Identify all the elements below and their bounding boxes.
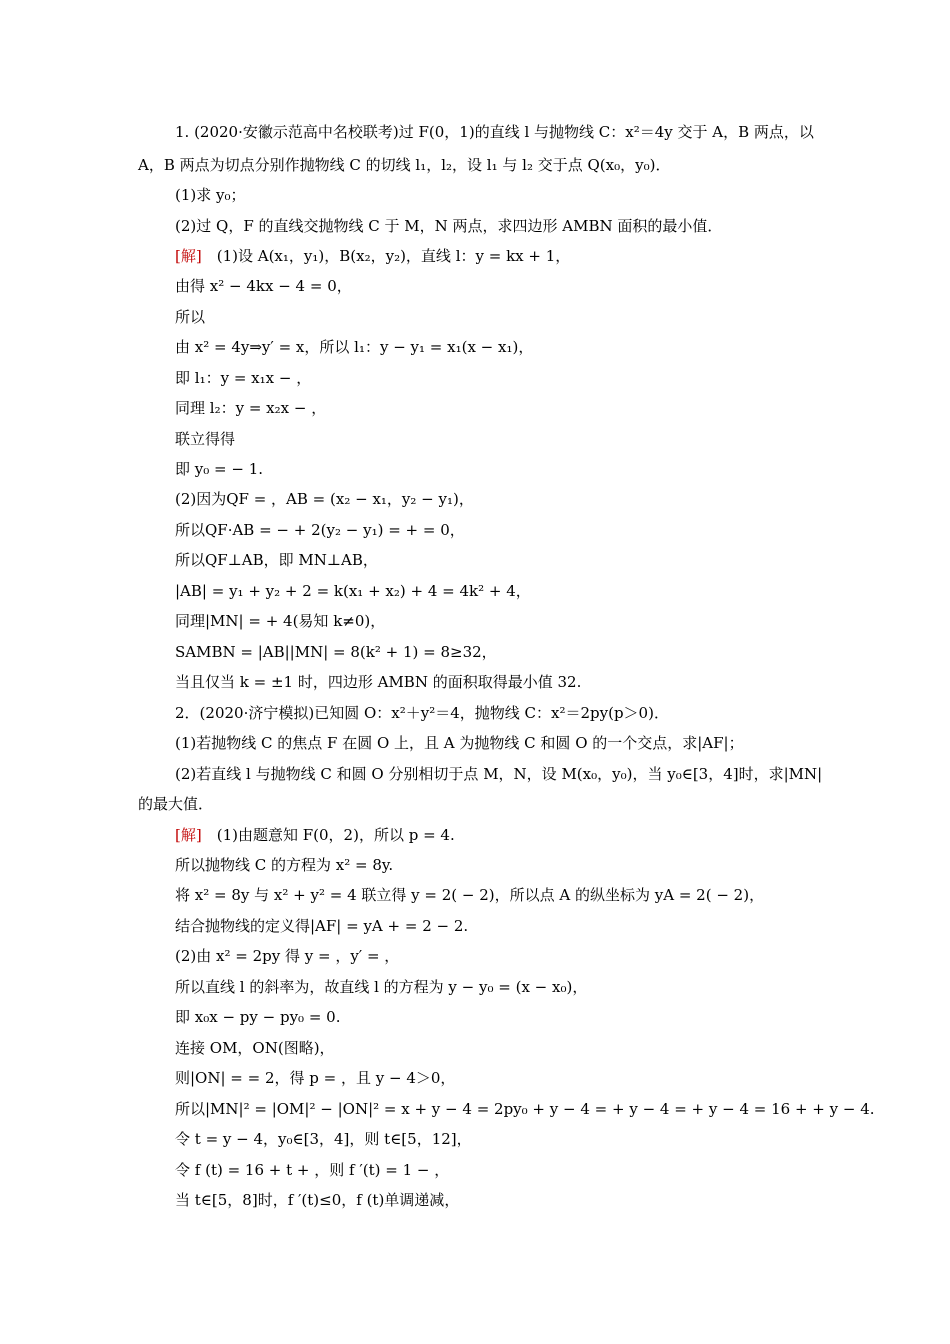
- solution-2-line-12: 令 f (t) = 16 + t + ，则 f ′(t) = 1 − ，: [175, 1161, 450, 1179]
- solution-1-line-9: (2)因为QF = ，AB = (x₂ − x₁，y₂ − y₁)，: [175, 490, 474, 508]
- solution-2-line-1: [175, 825, 455, 845]
- solution-2-line-13: 当 t∈[5，8]时，f ′(t)≤0，f (t)单调递减，: [175, 1191, 460, 1209]
- solution-1-line-14: SAMBN = |AB||MN| = 8(k² + 1) = 8≥32，: [175, 643, 497, 661]
- solution-2-line-9: 则|ON| = = 2，得 p = ，且 y − 4＞0，: [175, 1069, 456, 1087]
- solution-2-line-3: 将 x² = 8y 与 x² + y² = 4 联立得 y = 2( − 2)，所以点 A 的纵坐标为 yA = 2( − 2)，: [175, 886, 765, 904]
- solution-2-line-1-text: (1)由题意知 F(0，2)，所以 p = 4.: [216, 826, 455, 844]
- solution-1-line-1-text: (1)设 A(x₁，y₁)，B(x₂，y₂)，直线 l：y = kx + 1，: [216, 247, 571, 265]
- solution-2-line-8: 连接 OM，ON(图略)，: [175, 1039, 335, 1057]
- solution-marker: [解]: [175, 826, 202, 844]
- solution-1-line-12: |AB| = y₁ + y₂ + 2 = k(x₁ + x₂) + 4 = 4k² + 4，: [175, 582, 531, 600]
- solution-2-line-7: 即 x₀x − py − py₀ = 0.: [175, 1008, 341, 1026]
- solution-1-line-8: 即 y₀ = − 1.: [175, 460, 264, 478]
- problem-1-part-2: (2)过 Q，F 的直线交抛物线 C 于 M，N 两点，求四边形 AMBN 面积的最小值．: [175, 217, 723, 235]
- solution-1-line-1: [175, 246, 570, 266]
- solution-marker: [解]: [175, 247, 202, 265]
- solution-1-line-15: 当且仅当 k = ±1 时，四边形 AMBN 的面积取得最小值 32.: [175, 673, 582, 691]
- solution-1-line-3: 所以: [175, 308, 206, 326]
- problem-2-part-1: (1)若抛物线 C 的焦点 F 在圆 O 上，且 A 为抛物线 C 和圆 O 的一个交点，求|AF|；: [175, 734, 744, 752]
- problem-2-text-line-1: 2．(2020·济宁模拟)已知圆 O：x²＋y²＝4，抛物线 C：x²＝2py(p＞0)．: [175, 704, 669, 722]
- solution-2-line-5: (2)由 x² = 2py 得 y = ，y′ = ，: [175, 947, 400, 965]
- problem-1-text-line-1: 1. (2020·安徽示范高中名校联考)过 F(0，1)的直线 l 与抛物线 C：x²＝4y 交于 A，B 两点，以: [175, 123, 814, 141]
- solution-2-line-2: 所以抛物线 C 的方程为 x² = 8y.: [175, 856, 394, 874]
- solution-1-line-6: 同理 l₂：y = x₂x − ，: [175, 399, 327, 417]
- solution-1-line-2: 由得 x² − 4kx − 4 = 0，: [175, 277, 352, 295]
- solution-2-line-6: 所以直线 l 的斜率为，故直线 l 的方程为 y − y₀ = (x − x₀)，: [175, 978, 588, 996]
- problem-2-part-2-line-2: 的最大值．: [138, 795, 214, 813]
- solution-2-line-4: 结合抛物线的定义得|AF| = yA + = 2 − 2.: [175, 917, 469, 935]
- solution-1-line-5: 即 l₁：y = x₁x − ，: [175, 369, 312, 387]
- solution-1-line-13: 同理|MN| = + 4(易知 k≠0)，: [175, 612, 386, 630]
- solution-2-line-10: 所以|MN|² = |OM|² − |ON|² = x + y − 4 = 2py₀ + y − 4 = + y − 4 = + y − 4 = 16 + + y − 4.: [175, 1100, 875, 1118]
- solution-1-line-7: 联立得得: [175, 430, 236, 448]
- solution-1-line-11: 所以QF⊥AB，即 MN⊥AB，: [175, 551, 378, 569]
- problem-2-part-2-line-1: (2)若直线 l 与抛物线 C 和圆 O 分别相切于点 M，N，设 M(x₀，y₀)，当 y₀∈[3，4]时，求|MN|: [175, 765, 823, 783]
- problem-1-text-line-2: A，B 两点为切点分别作抛物线 C 的切线 l₁，l₂，设 l₁ 与 l₂ 交于点 Q(x₀，y₀)．: [138, 156, 671, 174]
- solution-2-line-11: 令 t = y − 4，y₀∈[3，4]，则 t∈[5，12]，: [175, 1130, 472, 1148]
- problem-1-part-1: (1)求 y₀；: [175, 186, 246, 204]
- solution-1-line-4: 由 x² = 4y⇒y′ = x，所以 l₁：y − y₁ = x₁(x − x₁)，: [175, 338, 534, 356]
- solution-1-line-10: 所以QF·AB = − + 2(y₂ − y₁) = + = 0，: [175, 521, 465, 539]
